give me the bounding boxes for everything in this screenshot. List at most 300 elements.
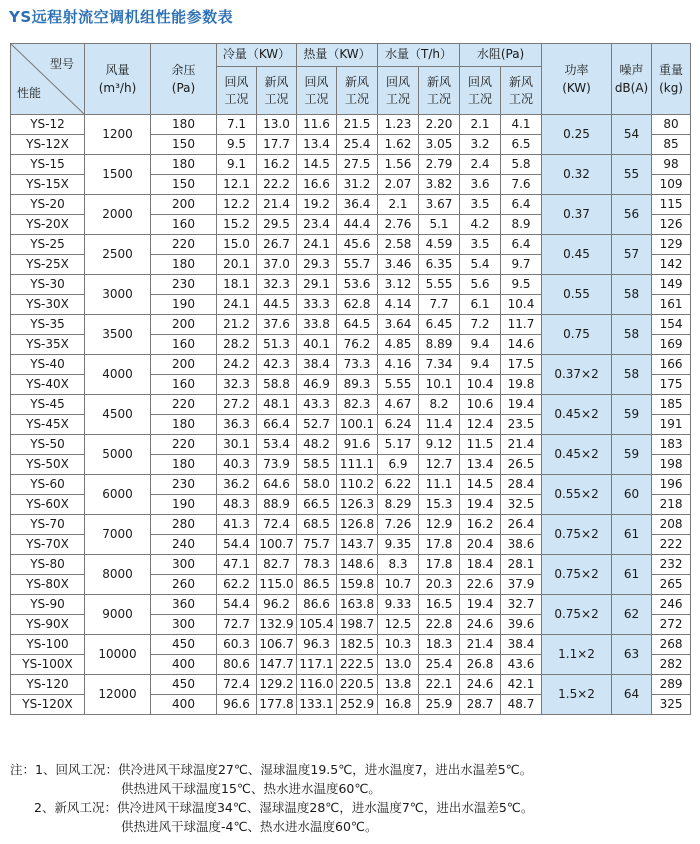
value-cell: 53.6 xyxy=(337,275,378,295)
weight-cell: 196 xyxy=(652,475,691,495)
value-cell: 19.8 xyxy=(501,375,542,395)
pressure-cell: 450 xyxy=(151,675,217,695)
header-performance: 性能 xyxy=(17,86,42,101)
value-cell: 8.89 xyxy=(419,335,460,355)
airflow-cell: 2000 xyxy=(85,195,151,235)
note-line: 供热进风干球温度15℃、热水进水温度60℃。 xyxy=(121,781,381,796)
power-cell: 0.75×2 xyxy=(542,555,612,595)
pressure-cell: 220 xyxy=(151,395,217,415)
value-cell: 111.1 xyxy=(337,455,378,475)
value-cell: 80.6 xyxy=(217,655,257,675)
value-cell: 182.5 xyxy=(337,635,378,655)
value-cell: 45.6 xyxy=(337,235,378,255)
table-row xyxy=(11,195,691,215)
model-cell: YS-120X xyxy=(11,695,85,715)
value-cell: 4.67 xyxy=(378,395,419,415)
power-cell: 0.75×2 xyxy=(542,595,612,635)
value-cell: 18.3 xyxy=(419,635,460,655)
power-cell: 1.1×2 xyxy=(542,635,612,675)
value-cell: 42.1 xyxy=(501,675,542,695)
pressure-cell: 180 xyxy=(151,115,217,135)
header-resistance: 水阻(Pa) xyxy=(460,44,542,67)
value-cell: 163.8 xyxy=(337,595,378,615)
value-cell: 37.6 xyxy=(257,315,297,335)
pressure-cell: 160 xyxy=(151,335,217,355)
value-cell: 3.5 xyxy=(460,195,501,215)
weight-cell: 232 xyxy=(652,555,691,575)
model-cell: YS-60 xyxy=(11,475,85,495)
value-cell: 46.9 xyxy=(297,375,337,395)
model-cell: YS-40X xyxy=(11,375,85,395)
weight-cell: 169 xyxy=(652,335,691,355)
value-cell: 23.4 xyxy=(297,215,337,235)
model-cell: YS-70X xyxy=(11,535,85,555)
value-cell: 24.6 xyxy=(460,675,501,695)
weight-cell: 142 xyxy=(652,255,691,275)
value-cell: 12.2 xyxy=(217,195,257,215)
model-cell: YS-35X xyxy=(11,335,85,355)
value-cell: 28.2 xyxy=(217,335,257,355)
value-cell: 13.0 xyxy=(378,655,419,675)
value-cell: 7.26 xyxy=(378,515,419,535)
value-cell: 15.3 xyxy=(419,495,460,515)
value-cell: 10.3 xyxy=(378,635,419,655)
pressure-cell: 220 xyxy=(151,435,217,455)
power-cell: 0.45 xyxy=(542,235,612,275)
value-cell: 5.6 xyxy=(460,275,501,295)
value-cell: 30.1 xyxy=(217,435,257,455)
note-line: 供热进风干球温度-4℃、热水进水温度60℃。 xyxy=(121,819,378,834)
value-cell: 17.8 xyxy=(419,555,460,575)
value-cell: 21.2 xyxy=(217,315,257,335)
airflow-cell: 12000 xyxy=(85,675,151,715)
value-cell: 53.4 xyxy=(257,435,297,455)
model-cell: YS-40 xyxy=(11,355,85,375)
value-cell: 16.6 xyxy=(297,175,337,195)
value-cell: 29.1 xyxy=(297,275,337,295)
value-cell: 43.6 xyxy=(501,655,542,675)
power-cell: 0.37 xyxy=(542,195,612,235)
value-cell: 78.3 xyxy=(297,555,337,575)
value-cell: 2.07 xyxy=(378,175,419,195)
value-cell: 198.7 xyxy=(337,615,378,635)
value-cell: 27.2 xyxy=(217,395,257,415)
pressure-cell: 150 xyxy=(151,175,217,195)
table-row xyxy=(11,355,691,375)
value-cell: 66.5 xyxy=(297,495,337,515)
noise-cell: 64 xyxy=(612,675,652,715)
weight-cell: 85 xyxy=(652,135,691,155)
value-cell: 32.3 xyxy=(257,275,297,295)
value-cell: 9.4 xyxy=(460,355,501,375)
value-cell: 5.1 xyxy=(419,215,460,235)
value-cell: 9.7 xyxy=(501,255,542,275)
subheader-fresh: 新风工况 xyxy=(501,67,542,115)
value-cell: 72.4 xyxy=(217,675,257,695)
value-cell: 8.9 xyxy=(501,215,542,235)
value-cell: 44.4 xyxy=(337,215,378,235)
value-cell: 100.7 xyxy=(257,535,297,555)
value-cell: 24.1 xyxy=(217,295,257,315)
value-cell: 2.1 xyxy=(460,115,501,135)
model-cell: YS-50 xyxy=(11,435,85,455)
model-cell: YS-50X xyxy=(11,455,85,475)
value-cell: 18.4 xyxy=(460,555,501,575)
value-cell: 29.3 xyxy=(297,255,337,275)
airflow-cell: 1200 xyxy=(85,115,151,155)
value-cell: 2.58 xyxy=(378,235,419,255)
value-cell: 12.5 xyxy=(378,615,419,635)
model-cell: YS-12 xyxy=(11,115,85,135)
value-cell: 11.7 xyxy=(501,315,542,335)
noise-cell: 57 xyxy=(612,235,652,275)
pressure-cell: 200 xyxy=(151,195,217,215)
value-cell: 73.9 xyxy=(257,455,297,475)
noise-cell: 55 xyxy=(612,155,652,195)
value-cell: 9.12 xyxy=(419,435,460,455)
value-cell: 21.5 xyxy=(337,115,378,135)
header-cooling: 冷量（KW） xyxy=(217,44,297,67)
value-cell: 28.4 xyxy=(501,475,542,495)
value-cell: 6.45 xyxy=(419,315,460,335)
value-cell: 3.46 xyxy=(378,255,419,275)
value-cell: 15.0 xyxy=(217,235,257,255)
value-cell: 3.64 xyxy=(378,315,419,335)
value-cell: 16.2 xyxy=(460,515,501,535)
value-cell: 16.5 xyxy=(419,595,460,615)
weight-cell: 265 xyxy=(652,575,691,595)
pressure-cell: 200 xyxy=(151,355,217,375)
airflow-cell: 3500 xyxy=(85,315,151,355)
value-cell: 6.5 xyxy=(501,135,542,155)
table-row xyxy=(11,395,691,415)
value-cell: 7.34 xyxy=(419,355,460,375)
value-cell: 27.5 xyxy=(337,155,378,175)
noise-cell: 61 xyxy=(612,555,652,595)
model-cell: YS-120 xyxy=(11,675,85,695)
value-cell: 15.2 xyxy=(217,215,257,235)
noise-cell: 58 xyxy=(612,355,652,395)
value-cell: 8.29 xyxy=(378,495,419,515)
value-cell: 19.2 xyxy=(297,195,337,215)
header-weight: 重量 (kg) xyxy=(652,44,691,115)
value-cell: 18.1 xyxy=(217,275,257,295)
noise-cell: 63 xyxy=(612,635,652,675)
airflow-cell: 1500 xyxy=(85,155,151,195)
value-cell: 3.12 xyxy=(378,275,419,295)
weight-cell: 80 xyxy=(652,115,691,135)
model-cell: YS-45 xyxy=(11,395,85,415)
header-airflow: 风量 (m³/h) xyxy=(85,44,151,115)
note-line: 2、新风工况：供冷进风干球温度34℃、湿球温度28℃，进水温度7℃，进出水温差5℃。 xyxy=(34,800,534,815)
airflow-cell: 4500 xyxy=(85,395,151,435)
value-cell: 26.7 xyxy=(257,235,297,255)
noise-cell: 54 xyxy=(612,115,652,155)
value-cell: 48.1 xyxy=(257,395,297,415)
power-cell: 0.45×2 xyxy=(542,435,612,475)
weight-cell: 218 xyxy=(652,495,691,515)
notes xyxy=(10,760,533,836)
value-cell: 222.5 xyxy=(337,655,378,675)
model-cell: YS-80X xyxy=(11,575,85,595)
pressure-cell: 200 xyxy=(151,315,217,335)
value-cell: 54.4 xyxy=(217,535,257,555)
value-cell: 143.7 xyxy=(337,535,378,555)
airflow-cell: 3000 xyxy=(85,275,151,315)
value-cell: 3.2 xyxy=(460,135,501,155)
pressure-cell: 230 xyxy=(151,475,217,495)
airflow-cell: 2500 xyxy=(85,235,151,275)
table-row xyxy=(11,635,691,655)
value-cell: 220.5 xyxy=(337,675,378,695)
weight-cell: 115 xyxy=(652,195,691,215)
pressure-cell: 280 xyxy=(151,515,217,535)
noise-cell: 61 xyxy=(612,515,652,555)
power-cell: 0.45×2 xyxy=(542,395,612,435)
model-cell: YS-20X xyxy=(11,215,85,235)
value-cell: 9.4 xyxy=(460,335,501,355)
value-cell: 51.3 xyxy=(257,335,297,355)
pressure-cell: 180 xyxy=(151,455,217,475)
pressure-cell: 160 xyxy=(151,375,217,395)
table-row xyxy=(11,675,691,695)
value-cell: 23.5 xyxy=(501,415,542,435)
value-cell: 48.3 xyxy=(217,495,257,515)
value-cell: 10.6 xyxy=(460,395,501,415)
airflow-cell: 10000 xyxy=(85,635,151,675)
value-cell: 25.4 xyxy=(337,135,378,155)
value-cell: 14.5 xyxy=(460,475,501,495)
weight-cell: 185 xyxy=(652,395,691,415)
value-cell: 12.7 xyxy=(419,455,460,475)
value-cell: 38.4 xyxy=(297,355,337,375)
value-cell: 91.6 xyxy=(337,435,378,455)
power-cell: 0.75 xyxy=(542,315,612,355)
value-cell: 48.2 xyxy=(297,435,337,455)
value-cell: 38.6 xyxy=(501,535,542,555)
value-cell: 37.0 xyxy=(257,255,297,275)
weight-cell: 268 xyxy=(652,635,691,655)
value-cell: 7.6 xyxy=(501,175,542,195)
value-cell: 26.8 xyxy=(460,655,501,675)
note-line: 注：1、回风工况：供冷进风干球温度27℃、湿球温度19.5℃，进水温度7，进出水温差5℃。 xyxy=(10,762,533,777)
value-cell: 6.35 xyxy=(419,255,460,275)
value-cell: 73.3 xyxy=(337,355,378,375)
pressure-cell: 400 xyxy=(151,655,217,675)
value-cell: 62.2 xyxy=(217,575,257,595)
value-cell: 72.4 xyxy=(257,515,297,535)
value-cell: 42.3 xyxy=(257,355,297,375)
value-cell: 13.0 xyxy=(257,115,297,135)
model-cell: YS-25X xyxy=(11,255,85,275)
value-cell: 44.5 xyxy=(257,295,297,315)
value-cell: 252.9 xyxy=(337,695,378,715)
value-cell: 88.9 xyxy=(257,495,297,515)
value-cell: 126.3 xyxy=(337,495,378,515)
value-cell: 8.3 xyxy=(378,555,419,575)
pressure-cell: 160 xyxy=(151,215,217,235)
weight-cell: 282 xyxy=(652,655,691,675)
weight-cell: 325 xyxy=(652,695,691,715)
value-cell: 12.1 xyxy=(217,175,257,195)
value-cell: 3.5 xyxy=(460,235,501,255)
value-cell: 133.1 xyxy=(297,695,337,715)
value-cell: 10.4 xyxy=(460,375,501,395)
value-cell: 5.8 xyxy=(501,155,542,175)
pressure-cell: 360 xyxy=(151,595,217,615)
weight-cell: 109 xyxy=(652,175,691,195)
value-cell: 68.5 xyxy=(297,515,337,535)
model-cell: YS-15 xyxy=(11,155,85,175)
value-cell: 32.7 xyxy=(501,595,542,615)
value-cell: 13.8 xyxy=(378,675,419,695)
value-cell: 89.3 xyxy=(337,375,378,395)
value-cell: 39.6 xyxy=(501,615,542,635)
table-row xyxy=(11,555,691,575)
value-cell: 21.4 xyxy=(257,195,297,215)
value-cell: 129.2 xyxy=(257,675,297,695)
airflow-cell: 4000 xyxy=(85,355,151,395)
value-cell: 20.4 xyxy=(460,535,501,555)
value-cell: 132.9 xyxy=(257,615,297,635)
power-cell: 0.55×2 xyxy=(542,475,612,515)
model-cell: YS-90 xyxy=(11,595,85,615)
page-title: YS远程射流空调机组性能参数表 xyxy=(9,8,234,26)
header-water: 水量（T/h） xyxy=(378,44,460,67)
value-cell: 6.4 xyxy=(501,195,542,215)
value-cell: 1.62 xyxy=(378,135,419,155)
value-cell: 40.1 xyxy=(297,335,337,355)
airflow-cell: 9000 xyxy=(85,595,151,635)
model-cell: YS-60X xyxy=(11,495,85,515)
airflow-cell: 5000 xyxy=(85,435,151,475)
value-cell: 20.3 xyxy=(419,575,460,595)
value-cell: 4.14 xyxy=(378,295,419,315)
pressure-cell: 300 xyxy=(151,555,217,575)
airflow-cell: 8000 xyxy=(85,555,151,595)
pressure-cell: 240 xyxy=(151,535,217,555)
value-cell: 82.7 xyxy=(257,555,297,575)
noise-cell: 60 xyxy=(612,475,652,515)
weight-cell: 208 xyxy=(652,515,691,535)
value-cell: 22.1 xyxy=(419,675,460,695)
value-cell: 96.6 xyxy=(217,695,257,715)
value-cell: 9.35 xyxy=(378,535,419,555)
model-cell: YS-35 xyxy=(11,315,85,335)
subheader-return: 回风工况 xyxy=(297,67,337,115)
value-cell: 86.5 xyxy=(297,575,337,595)
table-row xyxy=(11,595,691,615)
value-cell: 96.3 xyxy=(297,635,337,655)
model-performance-header xyxy=(11,44,85,115)
weight-cell: 191 xyxy=(652,415,691,435)
value-cell: 36.3 xyxy=(217,415,257,435)
weight-cell: 98 xyxy=(652,155,691,175)
model-cell: YS-45X xyxy=(11,415,85,435)
value-cell: 10.4 xyxy=(501,295,542,315)
value-cell: 62.8 xyxy=(337,295,378,315)
value-cell: 7.7 xyxy=(419,295,460,315)
header-power: 功率 (KW) xyxy=(542,44,612,115)
subheader-return: 回风工况 xyxy=(460,67,501,115)
noise-cell: 56 xyxy=(612,195,652,235)
value-cell: 4.1 xyxy=(501,115,542,135)
value-cell: 106.7 xyxy=(257,635,297,655)
value-cell: 64.6 xyxy=(257,475,297,495)
value-cell: 9.5 xyxy=(217,135,257,155)
value-cell: 10.1 xyxy=(419,375,460,395)
value-cell: 105.4 xyxy=(297,615,337,635)
value-cell: 6.22 xyxy=(378,475,419,495)
value-cell: 17.8 xyxy=(419,535,460,555)
value-cell: 75.7 xyxy=(297,535,337,555)
value-cell: 24.1 xyxy=(297,235,337,255)
model-cell: YS-12X xyxy=(11,135,85,155)
table-row xyxy=(11,115,691,135)
value-cell: 19.4 xyxy=(460,495,501,515)
value-cell: 22.8 xyxy=(419,615,460,635)
table-row xyxy=(11,435,691,455)
value-cell: 100.1 xyxy=(337,415,378,435)
pressure-cell: 180 xyxy=(151,415,217,435)
value-cell: 10.7 xyxy=(378,575,419,595)
value-cell: 3.67 xyxy=(419,195,460,215)
value-cell: 13.4 xyxy=(460,455,501,475)
pressure-cell: 180 xyxy=(151,155,217,175)
value-cell: 8.2 xyxy=(419,395,460,415)
value-cell: 6.24 xyxy=(378,415,419,435)
table-row xyxy=(11,475,691,495)
value-cell: 14.6 xyxy=(501,335,542,355)
power-cell: 1.5×2 xyxy=(542,675,612,715)
subheader-fresh: 新风工况 xyxy=(419,67,460,115)
table-row xyxy=(11,235,691,255)
noise-cell: 58 xyxy=(612,275,652,315)
value-cell: 36.4 xyxy=(337,195,378,215)
value-cell: 33.3 xyxy=(297,295,337,315)
value-cell: 117.1 xyxy=(297,655,337,675)
value-cell: 76.2 xyxy=(337,335,378,355)
weight-cell: 246 xyxy=(652,595,691,615)
value-cell: 41.3 xyxy=(217,515,257,535)
value-cell: 147.7 xyxy=(257,655,297,675)
header-model: 型号 xyxy=(49,57,74,71)
pressure-cell: 260 xyxy=(151,575,217,595)
value-cell: 21.4 xyxy=(501,435,542,455)
value-cell: 36.2 xyxy=(217,475,257,495)
table-row xyxy=(11,155,691,175)
weight-cell: 154 xyxy=(652,315,691,335)
value-cell: 48.7 xyxy=(501,695,542,715)
value-cell: 60.3 xyxy=(217,635,257,655)
value-cell: 58.0 xyxy=(297,475,337,495)
value-cell: 159.8 xyxy=(337,575,378,595)
diagonal-divider xyxy=(11,44,84,114)
value-cell: 5.4 xyxy=(460,255,501,275)
value-cell: 32.5 xyxy=(501,495,542,515)
value-cell: 115.0 xyxy=(257,575,297,595)
weight-cell: 166 xyxy=(652,355,691,375)
value-cell: 96.2 xyxy=(257,595,297,615)
weight-cell: 149 xyxy=(652,275,691,295)
value-cell: 58.5 xyxy=(297,455,337,475)
noise-cell: 62 xyxy=(612,595,652,635)
pressure-cell: 220 xyxy=(151,235,217,255)
subheader-fresh: 新风工况 xyxy=(257,67,297,115)
value-cell: 26.4 xyxy=(501,515,542,535)
value-cell: 3.05 xyxy=(419,135,460,155)
value-cell: 4.85 xyxy=(378,335,419,355)
